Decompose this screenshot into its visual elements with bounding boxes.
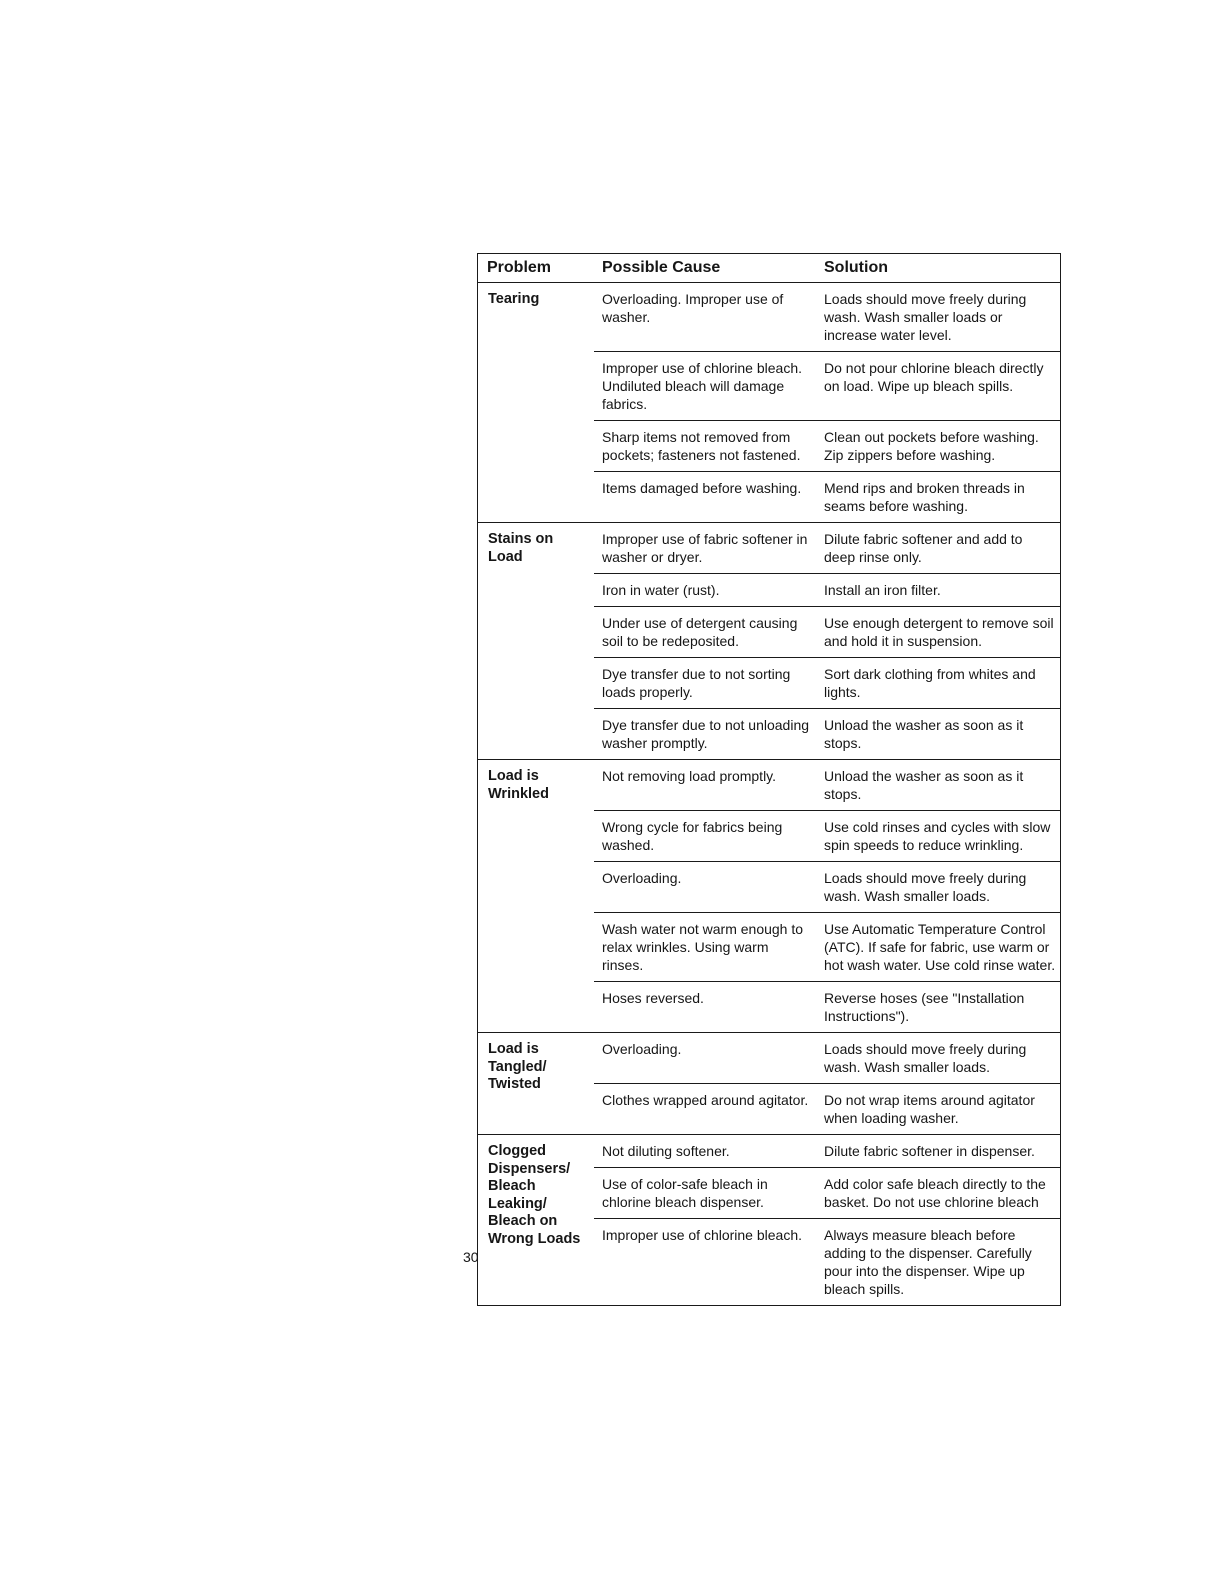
cause-cell: Sharp items not removed from pockets; fasteners not fastened. <box>602 429 801 463</box>
solution-cell: Loads should move freely during wash. Wash smaller loads. <box>824 870 1027 904</box>
problem-group-tearing <box>478 283 1060 523</box>
solution-cell: Mend rips and broken threads in seams before washing. <box>824 480 1025 514</box>
cause-cell: Improper use of chlorine bleach. Undiluted bleach will damage fabrics. <box>602 360 802 412</box>
problem-label: Load is Tangled/ Twisted <box>488 1041 547 1092</box>
table-row <box>594 1083 1060 1134</box>
solution-cell: Clean out pockets before washing. Zip zippers before washing. <box>824 429 1039 463</box>
table-row <box>594 861 1060 912</box>
cause-cell: Dye transfer due to not sorting loads properly. <box>602 666 791 700</box>
header-problem: Problem <box>487 259 552 276</box>
cause-cell: Iron in water (rust). <box>602 582 720 598</box>
cause-cell: Not diluting softener. <box>602 1143 730 1159</box>
table-row <box>594 708 1060 759</box>
cause-cell: Under use of detergent causing soil to be redeposited. <box>602 615 798 649</box>
table-row <box>594 351 1060 420</box>
solution-cell: Do not wrap items around agitator when loading washer. <box>824 1092 1035 1126</box>
table-row <box>594 1167 1060 1218</box>
solution-cell: Add color safe bleach directly to the basket. Do not use chlorine bleach <box>824 1176 1046 1210</box>
cause-cell: Improper use of chlorine bleach. <box>602 1227 802 1243</box>
table-row <box>594 606 1060 657</box>
table-row <box>594 283 1060 351</box>
solution-cell: Use Automatic Temperature Control (ATC). If safe for fabric, use warm or hot wash water. Use cold rinse water. <box>824 921 1056 973</box>
cause-cell: Improper use of fabric softener in washer or dryer. <box>602 531 808 565</box>
table-header <box>478 254 1060 283</box>
problem-group-stains <box>478 523 1060 760</box>
cause-cell: Hoses reversed. <box>602 990 704 1006</box>
cause-cell: Dye transfer due to not unloading washer promptly. <box>602 717 810 751</box>
table-row <box>594 471 1060 522</box>
table-row <box>594 1135 1060 1167</box>
solution-cell: Always measure bleach before adding to the dispenser. Carefully pour into the dispenser. Wipe up bleach spills. <box>824 1227 1032 1297</box>
solution-cell: Install an iron filter. <box>824 582 941 598</box>
table-row <box>594 420 1060 471</box>
solution-cell: Dilute fabric softener in dispenser. <box>824 1143 1035 1159</box>
solution-cell: Sort dark clothing from whites and lights. <box>824 666 1036 700</box>
cause-cell: Not removing load promptly. <box>602 768 777 784</box>
header-solution: Solution <box>824 259 888 276</box>
problem-group-tangled <box>478 1033 1060 1135</box>
table-row <box>594 523 1060 573</box>
table-row <box>594 657 1060 708</box>
solution-cell: Unload the washer as soon as it stops. <box>824 717 1024 751</box>
cause-cell: Overloading. <box>602 870 682 886</box>
table-row <box>594 1218 1060 1305</box>
table-row <box>594 1033 1060 1083</box>
problem-label: Stains on Load <box>488 531 554 565</box>
problem-label: Clogged Dispensers/ Bleach Leaking/ Bleach on Wrong Loads <box>488 1143 581 1247</box>
cause-cell: Wrong cycle for fabrics being washed. <box>602 819 783 853</box>
solution-cell: Do not pour chlorine bleach directly on load. Wipe up bleach spills. <box>824 360 1044 394</box>
cause-cell: Overloading. Improper use of washer. <box>602 291 784 325</box>
solution-cell: Use enough detergent to remove soil and hold it in suspension. <box>824 615 1054 649</box>
page-number: 30 <box>463 1249 479 1265</box>
table-row <box>594 573 1060 606</box>
table-row <box>594 912 1060 981</box>
solution-cell: Loads should move freely during wash. Wash smaller loads. <box>824 1041 1027 1075</box>
table-row <box>594 810 1060 861</box>
cause-cell: Items damaged before washing. <box>602 480 802 496</box>
solution-cell: Unload the washer as soon as it stops. <box>824 768 1024 802</box>
cause-cell: Wash water not warm enough to relax wrinkles. Using warm rinses. <box>602 921 804 973</box>
solution-cell: Use cold rinses and cycles with slow spin speeds to reduce wrinkling. <box>824 819 1051 853</box>
cause-cell: Clothes wrapped around agitator. <box>602 1092 809 1108</box>
cause-cell: Overloading. <box>602 1041 682 1057</box>
solution-cell: Reverse hoses (see "Installation Instructions"). <box>824 990 1025 1024</box>
problem-group-dispensers <box>478 1135 1060 1305</box>
problem-label: Load is Wrinkled <box>488 768 549 802</box>
table-row <box>594 981 1060 1032</box>
solution-cell: Dilute fabric softener and add to deep rinse only. <box>824 531 1023 565</box>
problem-label: Tearing <box>488 291 540 307</box>
header-possible-cause: Possible Cause <box>602 259 721 276</box>
cause-cell: Use of color-safe bleach in chlorine bleach dispenser. <box>602 1176 768 1210</box>
solution-cell: Loads should move freely during wash. Wash smaller loads or increase water level. <box>824 291 1027 343</box>
table-row <box>594 760 1060 810</box>
problem-group-wrinkled <box>478 760 1060 1033</box>
troubleshooting-table <box>477 253 1061 1306</box>
